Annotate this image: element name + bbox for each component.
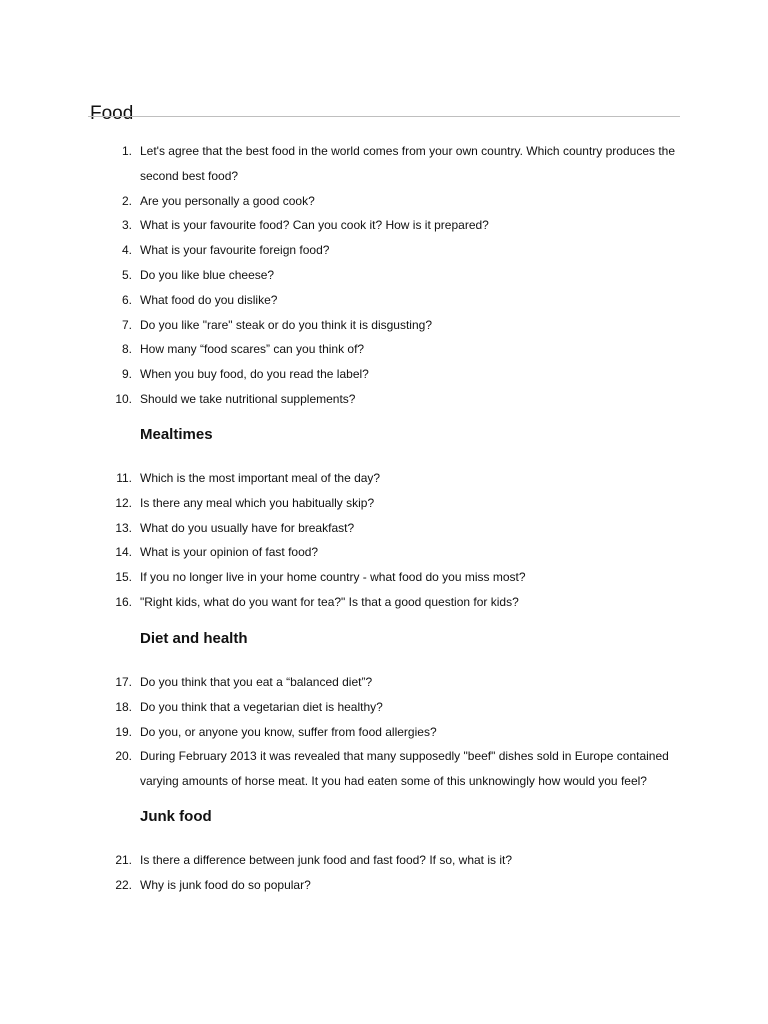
- question-text: Should we take nutritional supplements?: [140, 391, 356, 406]
- question-item: [0, 744, 680, 794]
- question-text: What do you usually have for breakfast?: [140, 520, 355, 535]
- question-number: 5.: [121, 267, 132, 282]
- question-item: [0, 848, 680, 873]
- question-text: Why is junk food do so popular?: [140, 877, 311, 892]
- question-item: [0, 139, 680, 189]
- question-item: [0, 540, 680, 565]
- question-item: [0, 387, 680, 412]
- question-list-mealtimes: [0, 466, 680, 615]
- question-text: During February 2013 it was revealed that many supposedly "beef" dishes sold in Europe contained varying amounts of horse meat. It you had eaten some of this unknowingly how would you feel?: [140, 749, 669, 789]
- question-item: [0, 288, 680, 313]
- question-number: 6.: [121, 292, 132, 307]
- question-list-junk-food: [0, 848, 680, 898]
- question-item: [0, 491, 680, 516]
- question-number: 7.: [121, 317, 132, 332]
- question-text: What is your favourite food? Can you cook it? How is it prepared?: [140, 218, 489, 233]
- question-number: 3.: [121, 218, 132, 233]
- question-number: 4.: [121, 243, 132, 258]
- question-item: [0, 213, 680, 238]
- section-heading-junk-food: Junk food: [140, 808, 212, 825]
- question-text: Do you like blue cheese?: [140, 267, 275, 282]
- question-text: When you buy food, do you read the label?: [140, 367, 369, 382]
- section-heading-diet-and-health: Diet and health: [140, 630, 248, 647]
- question-text: Do you think that a vegetarian diet is healthy?: [140, 699, 383, 714]
- question-number: 12.: [115, 495, 132, 510]
- question-number: 11.: [116, 471, 132, 485]
- question-number: 22.: [115, 877, 132, 892]
- question-text: Do you think that you eat a “balanced diet”?: [140, 675, 373, 689]
- question-number: 15.: [115, 570, 132, 585]
- question-number: 13.: [115, 520, 132, 535]
- question-item: [0, 362, 680, 387]
- question-item: [0, 337, 680, 362]
- question-text: If you no longer live in your home country - what food do you miss most?: [140, 570, 526, 585]
- title-divider: [88, 116, 680, 117]
- question-text: How many “food scares” can you think of?: [140, 342, 365, 357]
- question-text: Are you personally a good cook?: [140, 193, 315, 208]
- page-title: Food: [90, 102, 134, 124]
- question-item: [0, 189, 680, 214]
- question-number: 9.: [121, 367, 132, 382]
- question-item: [0, 263, 680, 288]
- question-item: [0, 670, 680, 695]
- question-list-diet-and-health: [0, 670, 680, 794]
- question-text: What is your favourite foreign food?: [140, 243, 330, 258]
- question-text: Do you like "rare" steak or do you think it is disgusting?: [140, 317, 432, 332]
- question-number: 19.: [115, 724, 132, 739]
- question-text: What food do you dislike?: [140, 292, 278, 307]
- question-text: Is there a difference between junk food and fast food? If so, what is it?: [140, 853, 513, 867]
- question-text: Is there any meal which you habitually skip?: [140, 495, 375, 510]
- question-item: [0, 695, 680, 720]
- question-number: 8.: [121, 342, 132, 357]
- question-text: Do you, or anyone you know, suffer from food allergies?: [140, 724, 437, 739]
- question-item: [0, 313, 680, 338]
- question-number: 21.: [115, 853, 132, 867]
- question-number: 17.: [115, 675, 132, 689]
- question-item: [0, 565, 680, 590]
- question-item: [0, 516, 680, 541]
- question-item: [0, 238, 680, 263]
- question-text: What is your opinion of fast food?: [140, 545, 319, 560]
- question-item: [0, 720, 680, 745]
- question-item: [0, 873, 680, 898]
- question-item: [0, 466, 680, 491]
- question-number: 1.: [121, 144, 132, 158]
- question-text: "Right kids, what do you want for tea?" Is that a good question for kids?: [140, 594, 519, 609]
- question-text: Let's agree that the best food in the world comes from your own country. Which country produces the second best food?: [140, 144, 676, 183]
- question-number: 16.: [115, 594, 132, 609]
- question-text: Which is the most important meal of the day?: [140, 471, 381, 485]
- question-number: 18.: [115, 699, 132, 714]
- section-heading-mealtimes: Mealtimes: [140, 426, 213, 443]
- question-number: 20.: [115, 749, 132, 764]
- question-number: 10.: [115, 391, 132, 406]
- question-list-general: [0, 139, 680, 412]
- question-number: 14.: [115, 545, 132, 560]
- question-item: [0, 590, 680, 615]
- question-number: 2.: [121, 193, 132, 208]
